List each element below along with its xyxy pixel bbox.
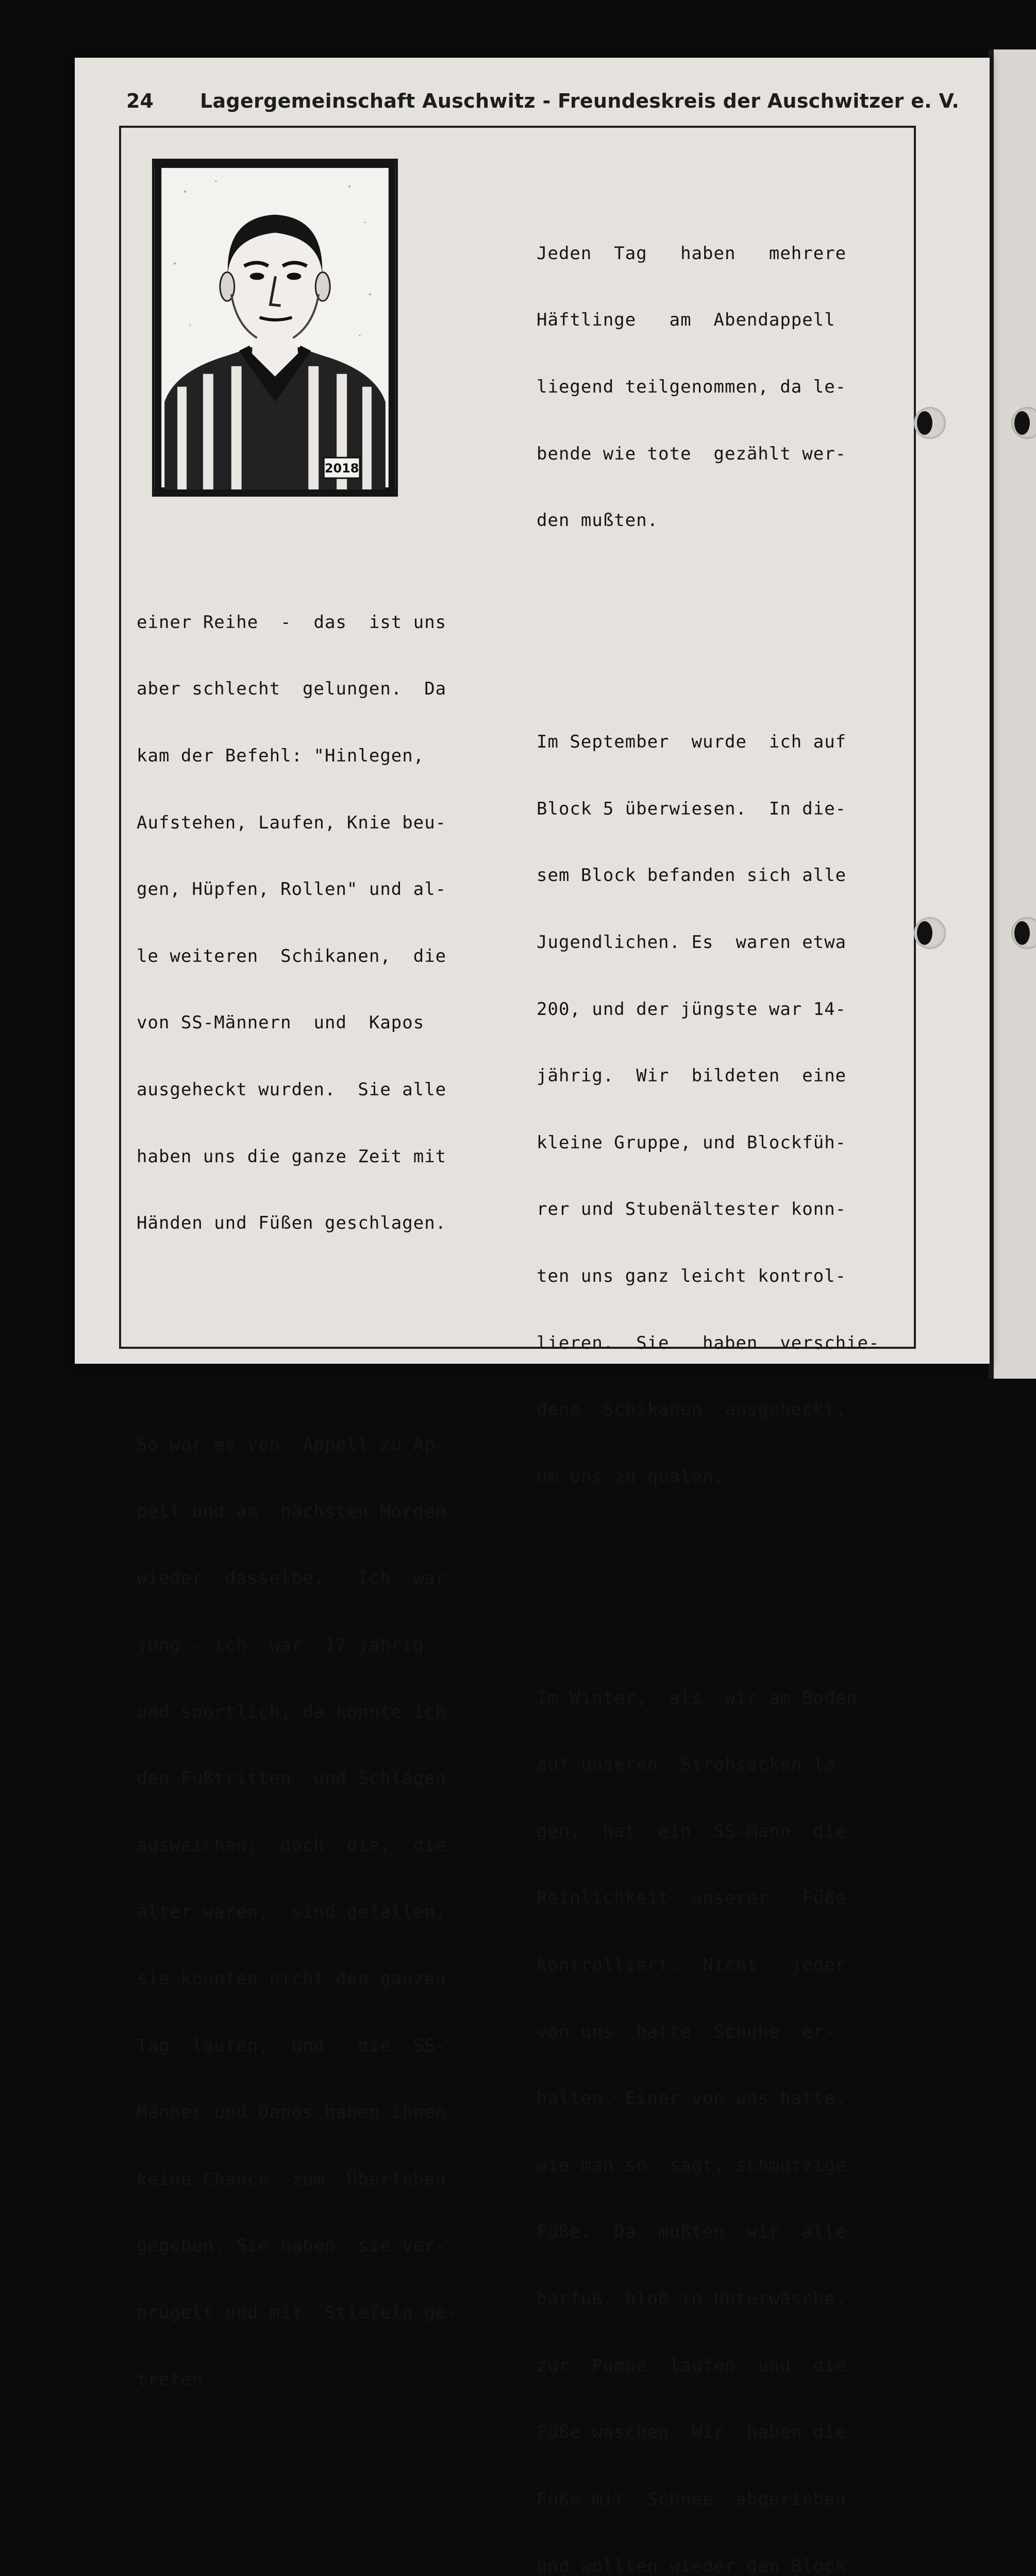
paragraph-gap (137, 1324, 458, 1345)
right-paragraph-3 (537, 1642, 880, 2576)
text-line: ausgeheckt wurden. Sie alle (137, 1079, 447, 1100)
text-line: aber schlecht gelungen. Da (137, 679, 447, 700)
text-line: halten. Einer von uns hatte, (537, 2088, 847, 2109)
text-line: Jugendlichen. Es waren etwa (537, 931, 847, 953)
text-line: sie konnten nicht den ganzen (137, 1969, 447, 1989)
text-line: gegeben. Sie haben sie ver- (137, 2235, 447, 2257)
header-title: Lagergemeinschaft Auschwitz - Freundeskreis der Auschwitzer e. V. (200, 90, 960, 112)
left-paragraph-2 (137, 1389, 458, 2436)
text-line: lieren. Sie haben verschie- (537, 1332, 880, 1353)
page-header (126, 90, 1002, 121)
right-text-column (537, 154, 880, 2576)
text-line: pell und am nächsten Morgen (137, 1501, 447, 1522)
text-line: gen, hat ein SS-Mann die (537, 1821, 847, 1842)
text-line: jung - ich war 17-jährig - (137, 1634, 447, 1655)
text-line: gen, Hüpfen, Rollen" und al- (137, 879, 447, 900)
text-line: und wollten wieder den Block (537, 2555, 847, 2576)
text-line: Häftlinge am Abendappell (537, 310, 836, 331)
text-line: haben uns die ganze Zeit mit (137, 1146, 447, 1167)
prisoner-portrait-photo (152, 159, 398, 497)
text-line: kontrolliert. Nicht jeder (537, 1955, 847, 1976)
text-line: jährig. Wir bildeten eine (537, 1065, 847, 1087)
text-line: sem Block befanden sich alle (537, 865, 847, 886)
paragraph-gap (537, 1577, 880, 1598)
prisoner-number-tag: 2018 (324, 461, 359, 476)
right-paragraph-1 (537, 198, 880, 576)
punch-hole-upper (914, 407, 946, 439)
text-line: dene Schikanen ausgeheckt, (537, 1399, 847, 1420)
left-paragraph-1 (137, 567, 458, 1279)
text-line: bende wie tote gezählt wer- (537, 443, 847, 464)
text-line: auf unseren Strohsäcken la- (537, 1754, 847, 1775)
paragraph-gap (537, 621, 880, 642)
text-line: zur Pumpe laufen und die (537, 2355, 847, 2376)
text-line: wie man so sagt, schmutzige (537, 2155, 847, 2176)
text-line: Füße waschen. Wir haben die (537, 2422, 847, 2443)
text-line: von SS-Männern und Kapos (137, 1012, 425, 1033)
text-line: barfuß, bloß in Unterwäsche, (537, 2289, 847, 2310)
text-line: Im September wurde ich auf (537, 732, 847, 753)
text-line: und sportlich, da konnte ich (137, 1701, 447, 1722)
text-line: um uns zu quälen. (537, 1466, 725, 1487)
portrait-illustration (154, 161, 396, 495)
page-number: 24 (126, 90, 154, 112)
left-paragraph-3 (137, 2546, 458, 2576)
paragraph-gap (137, 2480, 458, 2501)
punch-hole-lower (914, 917, 946, 949)
text-line: von uns hatte Schuhe er- (537, 2021, 836, 2042)
text-line: le weiteren Schikanen, die (137, 945, 447, 967)
text-line: Im Winter, als wir am Boden (537, 1687, 858, 1708)
text-line: Jeden Tag haben mehrere (537, 243, 847, 264)
text-line: rer und Stubenältester konn- (537, 1199, 847, 1220)
right-paragraph-2 (537, 687, 880, 1533)
text-line: kleine Gruppe, und Blockfüh- (537, 1132, 847, 1153)
left-text-column (137, 522, 458, 2576)
text-line: Reinlichkeit unserer Füße (537, 1888, 847, 1909)
text-line: 200, und der jüngste war 14- (537, 998, 847, 1020)
text-line: wieder dasselbe. Ich war (137, 1568, 447, 1589)
text-line: Füße. Da mußten wir alle (537, 2222, 847, 2243)
text-line: keine Chance zum Überleben (137, 2168, 447, 2190)
text-line: ausweichen; doch die, die (137, 1835, 447, 1856)
text-line: Füße mit Schnee abgerieben (537, 2488, 847, 2510)
text-line: den Fußtritten und Schlägen (137, 1768, 447, 1789)
text-line: liegend teilgenommen, da le- (537, 377, 847, 398)
text-line: Aufstehen, Laufen, Knie beu- (137, 812, 447, 833)
text-line: kam der Befehl: "Hinlegen, (137, 745, 425, 767)
text-line: Händen und Füßen geschlagen. (137, 1213, 447, 1234)
text-line: So war es von Appell zu Ap- (137, 1434, 447, 1455)
text-line: prügelt und mit Stiefeln ge- (137, 2302, 458, 2324)
next-page-margin (994, 49, 1036, 1379)
document-page (75, 58, 990, 2576)
text-line: treten. (137, 2369, 214, 2390)
text-line: einer Reihe - das ist uns (137, 612, 447, 633)
text-line: den mußten. (537, 510, 659, 531)
text-line: älter waren, sind gefallen, (137, 1902, 447, 1923)
text-line: Tag laufen, und die SS- (137, 2035, 447, 2056)
text-line: ten uns ganz leicht kontrol- (537, 1265, 847, 1286)
text-line: Block 5 überwiesen. In die- (537, 798, 847, 819)
text-line: Männer und Dapos haben ihnen (137, 2102, 447, 2123)
